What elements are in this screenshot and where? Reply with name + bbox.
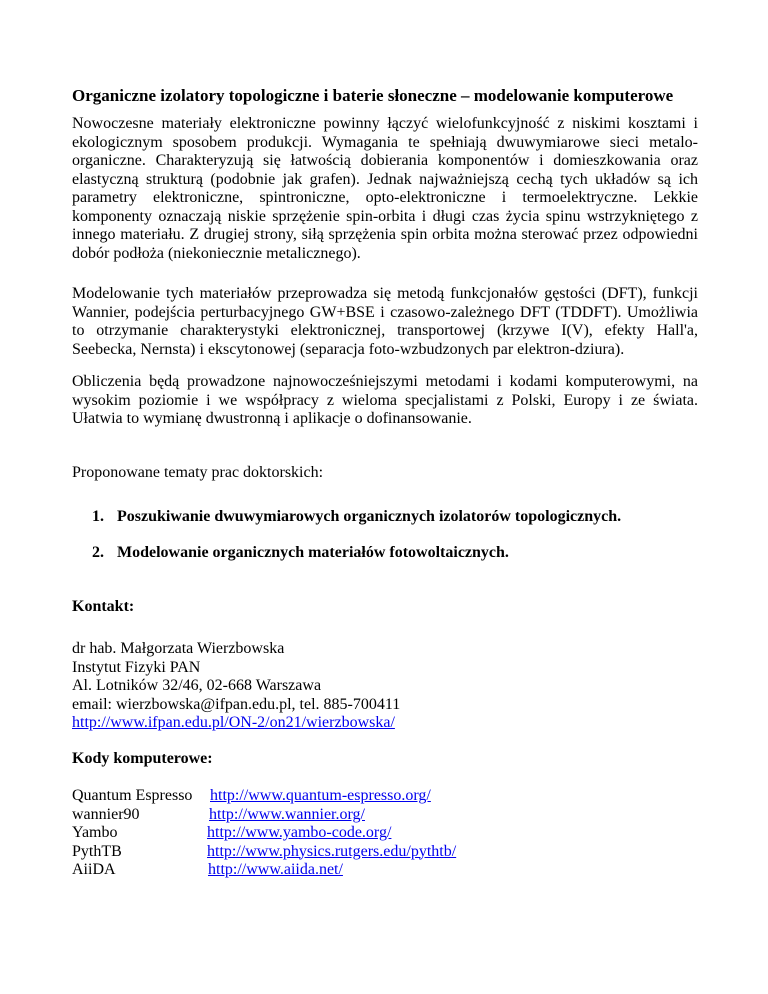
paragraph-intro: Nowoczesne materiały elektroniczne powinny łączyć wielofunkcyjność z niskimi kosztami i ekologicznym sposobem produkcji. Wymagania te spełniają dwuwymiarowe sieci metalo-organiczne. Charakteryzują się łatwością dobierania komponentów i domieszkowania oraz elastyczną strukturą (podobnie jak grafen). Jednak najważniejszą cechą tych układów są ich parametry elektroniczne, spintroniczne, opto-elektroniczne i termoelektryczne. Lekkie komponenty oznaczają niskie sprzężenie spin-orbita i długi czas życia spinu wstrzykniętego z innego materiału. Z drugiej strony, siłą sprzężenia spin orbita można sterować przez odpowiedni dobór podłoża (niekoniecznie metalicznego).: [72, 115, 698, 262]
contact-homepage-link[interactable]: http://www.ifpan.edu.pl/ON-2/on21/wierzbowska/: [72, 714, 395, 731]
topic-text: Poszukiwanie dwuwymiarowych organicznych izolatorów topologicznych.: [117, 508, 622, 525]
contact-institution: Instytut Fizyki PAN: [72, 658, 201, 676]
contact-block: [72, 640, 400, 733]
paragraph-methods: Modelowanie tych materiałów przeprowadza się metodą funkcjonałów gęstości (DFT), funkcji Wannier, podejścia perturbacyjnego GW+BSE i czasowo-zależnego DFT (TDDFT). Umożliwia to otrzymanie charakterystyki elektronicznej, transportowej (krzywe I(V), efekty Hall'a, Seebecka, Nernsta) i ekscytonowej (separacja foto-wzbudzonych par elektron-dziura).: [72, 285, 698, 358]
code-link[interactable]: http://www.quantum-espresso.org/: [210, 787, 431, 804]
code-link[interactable]: http://www.aiida.net/: [208, 861, 343, 878]
contact-heading: Kontakt:: [72, 598, 135, 615]
code-link[interactable]: http://www.wannier.org/: [209, 805, 365, 823]
topic-number: 2.: [92, 544, 104, 561]
codes-heading: Kody komputerowe:: [72, 750, 213, 767]
page-title: Organiczne izolatory topologiczne i baterie słoneczne – modelowanie komputerowe: [72, 86, 674, 105]
contact-email: email: wierzbowska@ifpan.edu.pl, tel. 885-700411: [72, 695, 401, 713]
code-name: PythTB: [72, 842, 122, 860]
code-name: Quantum Espresso: [72, 787, 193, 804]
contact-name: dr hab. Małgorzata Wierzbowska: [72, 640, 285, 657]
code-link[interactable]: http://www.yambo-code.org/: [207, 824, 392, 841]
code-name: Yambo: [72, 824, 118, 841]
code-name: wannier90: [72, 805, 140, 823]
topic-number: 1.: [92, 508, 104, 525]
topic-item: [92, 544, 509, 563]
topics-intro: Proponowane tematy prac doktorskich:: [72, 464, 324, 481]
code-link[interactable]: http://www.physics.rutgers.edu/pythtb/: [207, 842, 457, 860]
topic-text: Modelowanie organicznych materiałów fotowoltaicznych.: [117, 544, 509, 561]
topic-item: [92, 508, 621, 527]
code-name: AiiDA: [72, 861, 116, 878]
paragraph-collaboration: Obliczenia będą prowadzone najnowocześniejszymi metodami i kodami komputerowymi, na wysokim poziomie i we współpracy z wieloma specjalistami z Polski, Europy i ze świata. Ułatwia to wymianę dwustronną i aplikacje o dofinansowanie.: [72, 373, 698, 427]
contact-address: Al. Lotników 32/46, 02-668 Warszawa: [72, 677, 322, 694]
